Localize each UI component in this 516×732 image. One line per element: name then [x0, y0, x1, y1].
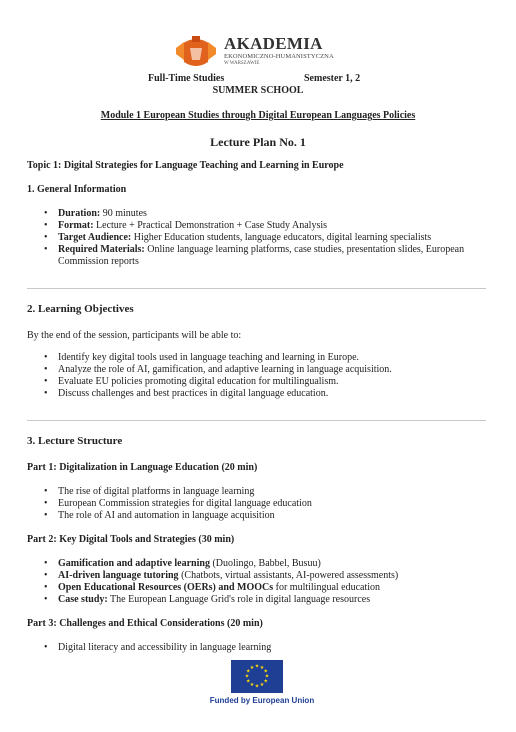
svg-text:★: ★	[249, 664, 255, 671]
school-name: SUMMER SCHOOL	[212, 85, 304, 96]
svg-text:★: ★	[263, 668, 268, 675]
list-item: • Analyze the role of AI, gamification, and adaptive learning in language acquisition.	[27, 364, 486, 376]
part2-list	[27, 558, 486, 606]
svg-text:★: ★	[263, 678, 268, 685]
divider	[27, 420, 486, 421]
funding-caption: Funded by European Union	[209, 696, 315, 705]
svg-text:★: ★	[249, 682, 255, 689]
list-item: • Open Educational Resources (OERs) and MOOCs for multilingual education	[27, 582, 486, 594]
eu-stars-icon	[231, 660, 283, 693]
part1-list	[27, 486, 486, 522]
list-item: • Digital literacy and accessibility in language learning	[27, 642, 486, 654]
study-mode: Full-Time Studies	[148, 73, 225, 84]
list-item: • The role of AI and automation in language acquisition	[27, 510, 486, 522]
list-item: • Evaluate EU policies promoting digital education for multilingualism.	[27, 376, 486, 388]
part2-title: Part 2: Key Digital Tools and Strategies (30 min)	[27, 534, 235, 545]
list-item: • Required Materials: Online language learning platforms, case studies, presentation slides, European Commission reports	[27, 244, 486, 268]
eu-flag-icon	[231, 660, 283, 693]
logo-subtitle: EKONOMICZNO-HUMANISTYCZNA	[224, 53, 334, 60]
logo-city: W WARSZAWIE	[224, 61, 260, 66]
part3-title: Part 3: Challenges and Ethical Considerations (20 min)	[27, 618, 263, 629]
general-info-heading: 1. General Information	[27, 184, 127, 195]
objectives-heading: 2. Learning Objectives	[27, 303, 134, 315]
structure-heading: 3. Lecture Structure	[27, 435, 123, 447]
lecture-plan-title: Lecture Plan No. 1	[210, 135, 306, 149]
list-item: • European Commission strategies for digital language education	[27, 498, 486, 510]
university-logo	[172, 32, 372, 72]
objectives-intro: By the end of the session, participants will be able to:	[27, 330, 242, 341]
list-item: • Duration: 90 minutes	[27, 208, 486, 220]
logo-title: AKADEMIA	[224, 34, 323, 53]
crest-icon	[172, 32, 220, 72]
semester: Semester 1, 2	[304, 73, 361, 84]
module-title: Module 1 European Studies through Digital European Languages Policies	[100, 110, 416, 121]
svg-text:★: ★	[246, 678, 251, 685]
svg-text:★: ★	[254, 663, 260, 670]
svg-text:★: ★	[244, 673, 250, 680]
list-item: • Discuss challenges and best practices in digital language education.	[27, 388, 486, 400]
general-info-list	[27, 208, 486, 268]
list-item: • AI-driven language tutoring (Chatbots, virtual assistants, AI-powered assessments)	[27, 570, 486, 582]
svg-text:★: ★	[264, 673, 270, 680]
svg-text:★: ★	[254, 683, 260, 690]
divider	[27, 288, 486, 289]
svg-text:★: ★	[259, 682, 265, 689]
part3-list	[27, 642, 486, 654]
list-item: • Format: Lecture + Practical Demonstration + Case Study Analysis	[27, 220, 486, 232]
objectives-list	[27, 352, 486, 400]
list-item: • The rise of digital platforms in language learning	[27, 486, 486, 498]
svg-text:★: ★	[259, 664, 265, 671]
svg-text:★: ★	[246, 668, 251, 675]
list-item: • Gamification and adaptive learning (Duolingo, Babbel, Busuu)	[27, 558, 486, 570]
part1-title: Part 1: Digitalization in Language Education (20 min)	[27, 462, 258, 473]
topic-title: Topic 1: Digital Strategies for Language Teaching and Learning in Europe	[27, 160, 344, 171]
list-item: • Case study: The European Language Grid's role in digital language resources	[27, 594, 486, 606]
list-item: • Target Audience: Higher Education students, language educators, digital learning specialists	[27, 232, 486, 244]
list-item: • Identify key digital tools used in language teaching and learning in Europe.	[27, 352, 486, 364]
